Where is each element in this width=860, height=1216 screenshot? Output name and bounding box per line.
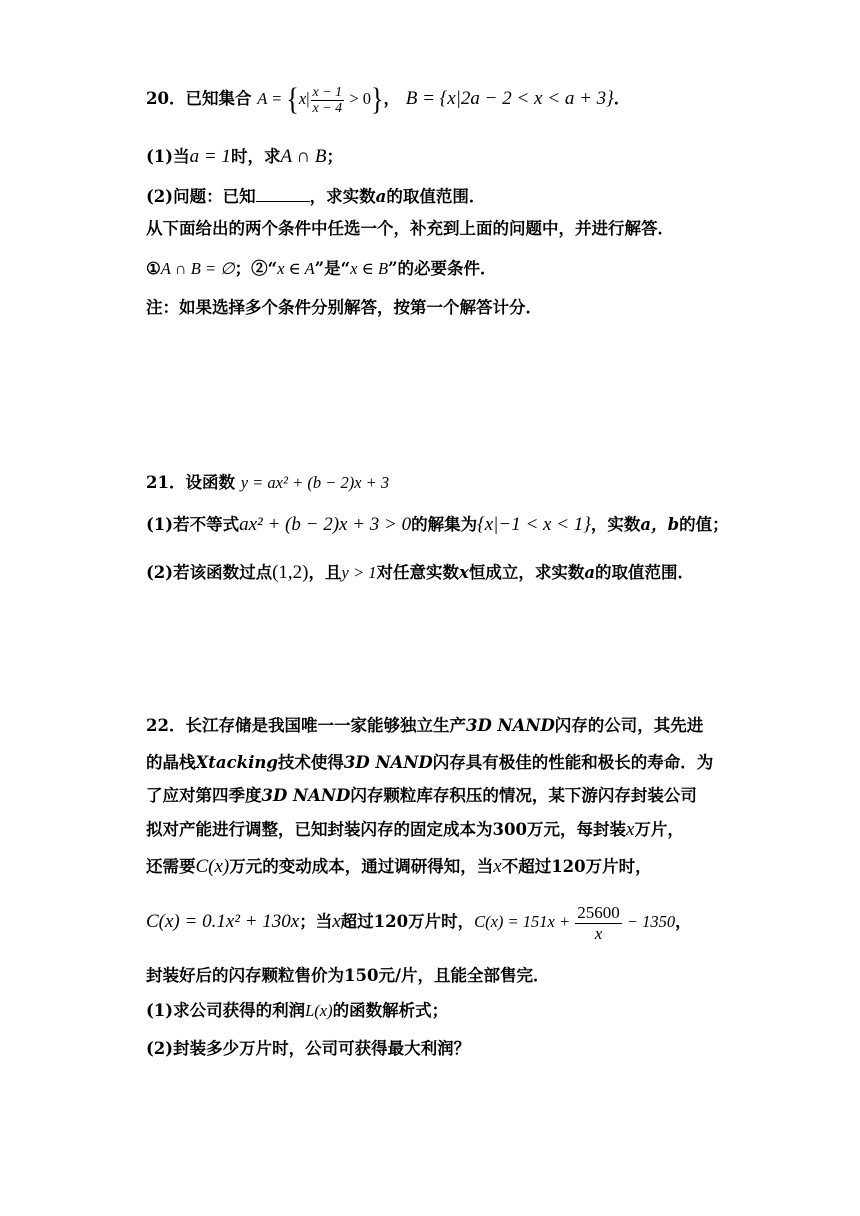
q20-fraction: $\frac{x - 1}{x - 4}$ [312,84,343,116]
q20-number: 20． [146,89,186,108]
q22-line3: 了应对第四季度3D NAND闪存颗粒库存积压的情况，某下游闪存封装公司 [146,786,697,805]
q21-part1: (1)若不等式ax² + (b − 2)x + 3 > 0的解集为{x|−1 < x < 1}，实数a，b的值； [146,514,729,535]
q20-setB: B = {x|2a − 2 < x < a + 3} [405,88,614,109]
q21-number: 21． [146,473,186,492]
cost-formula-2: C(x) = 151x + $\frac{25600}{x}$ − 1350 [474,902,676,943]
q22-line1: 22．长江存储是我国唯一一家能够独立生产3D NAND闪存的公司，其先进 [146,716,704,735]
q20-instruction: 从下面给出的两个条件中任选一个，补充到上面的问题中，并进行解答． [146,219,674,238]
q22-number: 22． [146,716,186,735]
q22-line4: 拟对产能进行调整，已知封装闪存的固定成本为300万元，每封装x万片， [146,819,684,840]
q20-note: 注：如果选择多个条件分别解答，按第一个解答计分． [146,298,542,317]
q20-part1: (1)当a = 1时，求A ∩ B； [146,146,344,167]
q20-part2: (2)问题：已知 ，求实数a的取值范围． [146,187,486,206]
q21-part2: (2)若该函数过点(1,2)，且y > 1对任意实数x恒成立，求实数a的取值范围． [146,562,695,583]
q21-stem: 21．设函数 y = ax² + (b − 2)x + 3 [146,473,390,492]
q22-part1: (1)求公司获得的利润L(x)的函数解析式； [146,1001,449,1020]
q20-stem: 20．已知集合 A = {x| $\frac{x - 1}{x - 4}$ > 0}， B = {x|2a − 2 < x < a + 3}． [146,82,631,118]
q22-line6: C(x) = 0.1x² + 130x；当x超过120万片时，C(x) = 151x + $\frac{25600}{x}$ − 1350， [146,902,692,943]
q22-part2: (2)封装多少万片时，公司可获得最大利润？ [146,1039,471,1058]
q20-conditions: ①A ∩ B = ∅；②“x ∈ A”是“x ∈ B”的必要条件． [146,259,497,278]
cost-fraction: $\frac{25600}{x}$ [577,902,620,943]
q22-line2: 的晶栈Xtacking技术使得3D NAND闪存具有极佳的性能和极长的寿命．为 [146,753,714,772]
answer-blank [256,187,310,202]
q22-line5: 还需要C(x)万元的变动成本，通过调研得知，当x不超过120万片时， [146,856,652,877]
q22-line7: 封装好后的闪存颗粒售价为150元/片，且能全部售完． [146,966,550,985]
cost-formula-1: C(x) = 0.1x² + 130x [146,911,300,932]
